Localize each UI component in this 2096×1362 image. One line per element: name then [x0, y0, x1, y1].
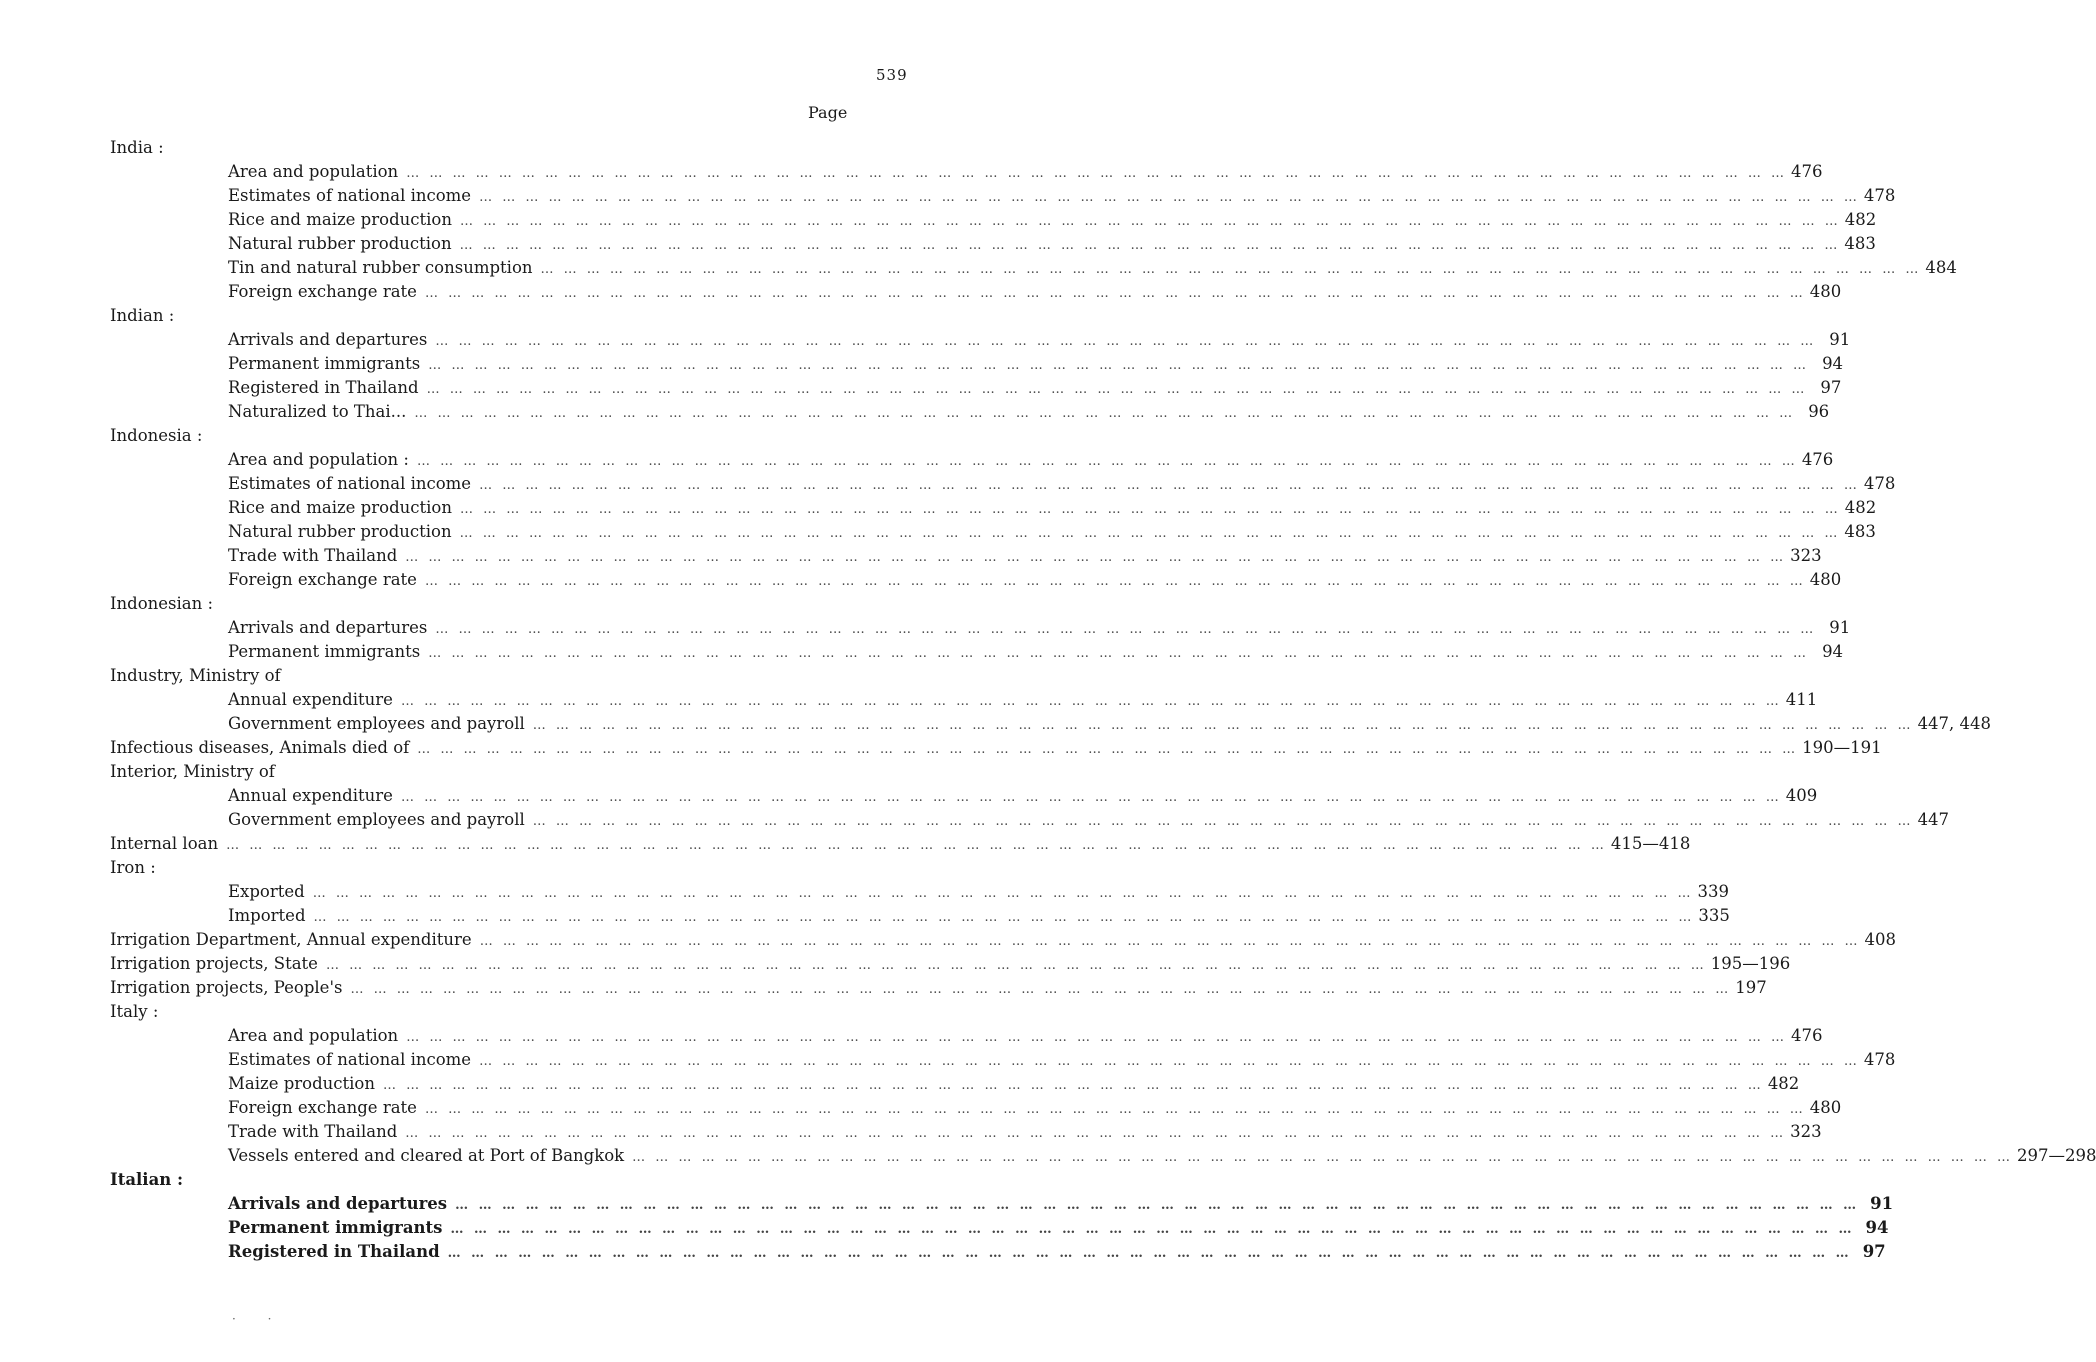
dot-leader: … … … … … … … … … … … … … … … … … … … … … … … … … … … … … … … … … … … … … … … … … … … … … … … … … … … … … … … … … … … …	[540, 262, 1922, 277]
dot-leader: … … … … … … … … … … … … … … … … … … … … … … … … … … … … … … … … … … … … … … … … … … … … … … … … … … … … … … … … … … … …	[435, 622, 1817, 637]
entry-label: Irrigation projects, People's	[110, 978, 343, 997]
index-section	[110, 856, 1730, 928]
entry-page-ref: 478	[1863, 1050, 1896, 1069]
entry-page-ref: 323	[1790, 546, 1822, 565]
index-subentry	[110, 808, 1950, 832]
entry-page-ref: 97	[1862, 1242, 1886, 1261]
entry-label: Trade with Thailand	[228, 546, 398, 565]
index-subentry	[110, 352, 1844, 376]
entry-page-ref: 478	[1863, 186, 1896, 205]
section-heading: Interior, Ministry of	[110, 762, 275, 781]
index-subentry	[110, 880, 1730, 904]
dot-leader: … … … … … … … … … … … … … … … … … … … … … … … … … … … … … … … … … … … … … … … … … … … … … … … … … … … … … … … … … … … …	[400, 790, 1782, 805]
entry-label: Permanent immigrants	[228, 642, 421, 661]
entry-page-ref: 480	[1809, 570, 1842, 589]
index-section	[110, 760, 1950, 832]
entry-page-ref: 91	[1829, 618, 1851, 637]
entry-page-ref: 94	[1822, 642, 1844, 661]
dot-leader: … … … … … … … … … … … … … … … … … … … … … … … … … … … … … … … … … … … … … … … … … … … … … … … … … … … … … … … … … … … …	[459, 238, 1841, 253]
entry-page-ref: 91	[1870, 1194, 1894, 1213]
index-section	[110, 832, 1691, 856]
entry-page-ref: 480	[1809, 1098, 1842, 1117]
dot-leader: … … … … … … … … … … … … … … … … … … … … … … … … … … … … … … … … … … … … … … … … … … … … … … … … … … … … … … … … … … … …	[435, 334, 1817, 349]
dot-leader: … … … … … … … … … … … … … … … … … … … … … … … … … … … … … … … … … … … … … … … … … … … … … … … … … … … … … … … … … … … …	[325, 958, 1707, 973]
entry-page-ref: 483	[1844, 234, 1876, 253]
entry-page-ref: 480	[1809, 282, 1842, 301]
dot-leader: … … … … … … … … … … … … … … … … … … … … … … … … … … … … … … … … … … … … … … … … … … … … … … … … … … … … … … … … … … … …	[428, 358, 1810, 373]
entry-page-ref: 195—196	[1710, 954, 1791, 973]
section-heading: Italy :	[110, 1002, 159, 1021]
entry-label: Annual expenditure	[228, 786, 393, 805]
index-subentry	[110, 520, 1876, 544]
entry-label: Registered in Thailand	[228, 1242, 440, 1261]
index-subentry	[110, 1096, 1842, 1120]
index-subentry	[110, 640, 1844, 664]
entry-label: Natural rubber production	[228, 234, 452, 253]
index-section	[110, 664, 1992, 736]
page-number: 539	[876, 66, 908, 84]
dot-leader: … … … … … … … … … … … … … … … … … … … … … … … … … … … … … … … … … … … … … … … … … … … … … … … … … … … … … … … … … … … …	[313, 910, 1695, 925]
entry-label: Area and population	[228, 162, 399, 181]
entry-page-ref: 447	[1917, 810, 1950, 829]
entry-label: Rice and maize production	[228, 498, 452, 517]
entry-page-ref: 91	[1829, 330, 1851, 349]
index-subentry	[110, 568, 1842, 592]
index-section	[110, 136, 1957, 304]
dot-leader: … … … … … … … … … … … … … … … … … … … … … … … … … … … … … … … … … … … … … … … … … … … … … … … … … … … … … … … … … … … …	[350, 982, 1732, 997]
entry-page-ref: 96	[1808, 402, 1830, 421]
index-subentry	[110, 1024, 1823, 1048]
entry-page-ref: 482	[1767, 1074, 1800, 1093]
dot-leader: … … … … … … … … … … … … … … … … … … … … … … … … … … … … … … … … … … … … … … … … … … … … … … … … … … … … … … … … … … … …	[424, 574, 1806, 589]
entry-label: Natural rubber production	[228, 522, 452, 541]
entry-label: Foreign exchange rate	[228, 570, 417, 589]
index-subentry	[110, 496, 1877, 520]
entry-page-ref: 482	[1844, 498, 1877, 517]
dot-leader: … … … … … … … … … … … … … … … … … … … … … … … … … … … … … … … … … … … … … … … … … … … … … … … … … … … … … … … … … … … …	[426, 382, 1808, 397]
entry-label: Arrivals and departures	[228, 330, 428, 349]
entry-page-ref: 339	[1697, 882, 1730, 901]
dot-leader: … … … … … … … … … … … … … … … … … … … … … … … … … … … … … … … … … … … … … … … … … … … … … … … … … … … … … … … … … … … …	[406, 1030, 1788, 1045]
section-heading: India :	[110, 138, 164, 157]
dot-leader: … … … … … … … … … … … … … … … … … … … … … … … … … … … … … … … … … … … … … … … … … … … … … … … … … … … … … … … … … … … …	[417, 454, 1798, 469]
dot-leader: … … … … … … … … … … … … … … … … … … … … … … … … … … … … … … … … … … … … … … … … … … … … … … … … … … … … … … … … … … … …	[405, 550, 1787, 565]
index-main-entry	[110, 736, 1882, 760]
entry-page-ref: 476	[1791, 162, 1823, 181]
dot-leader: … … … … … … … … … … … … … … … … … … … … … … … … … … … … … … … … … … … … … … … … … … … … … … … … … … … … … … … … … … … …	[479, 478, 1860, 493]
dot-leader: … … … … … … … … … … … … … … … … … … … … … … … … … … … … … … … … … … … … … … … … … … … … … … … … … … … … … … … … … … … …	[479, 190, 1860, 205]
index-main-entry	[110, 976, 1767, 1000]
entry-page-ref: 476	[1791, 1026, 1823, 1045]
page-column-label: Page	[808, 103, 848, 122]
entry-label: Foreign exchange rate	[228, 282, 417, 301]
index-section	[110, 1168, 1894, 1264]
entry-page-ref: 483	[1844, 522, 1876, 541]
index-subentry	[110, 328, 1851, 352]
index-subentry	[110, 688, 1818, 712]
dot-leader: … … … … … … … … … … … … … … … … … … … … … … … … … … … … … … … … … … … … … … … … … … … … … … … … … … … … … … … … … … … …	[459, 526, 1841, 541]
entry-label: Internal loan	[110, 834, 219, 853]
entry-label: Vessels entered and cleared at Port of Bangkok	[228, 1146, 625, 1165]
entry-page-ref: 478	[1863, 474, 1896, 493]
index-subentry	[110, 1072, 1800, 1096]
index-subentry	[110, 616, 1851, 640]
dot-leader: … … … … … … … … … … … … … … … … … … … … … … … … … … … … … … … … … … … … … … … … … … … … … … … … … … … … … … … … … … … …	[428, 646, 1810, 661]
index-section	[110, 928, 1896, 952]
entry-label: Estimates of national income	[228, 186, 472, 205]
index-subentry	[110, 160, 1823, 184]
index-subentry	[110, 280, 1842, 304]
entry-label: Permanent immigrants	[228, 1218, 443, 1237]
index-subentry	[110, 256, 1957, 280]
index-main-entry	[110, 952, 1791, 976]
entry-page-ref: 323	[1790, 1122, 1822, 1141]
dot-leader: … … … … … … … … … … … … … … … … … … … … … … … … … … … … … … … … … … … … … … … … … … … … … … … … … … … … … … … … … … … …	[414, 406, 1796, 421]
entry-page-ref: 335	[1698, 906, 1730, 925]
index-subentry	[110, 904, 1730, 928]
entry-page-ref: 415—418	[1610, 834, 1691, 853]
dot-leader: … … … … … … … … … … … … … … … … … … … … … … … … … … … … … … … … … … … … … … … … … … … … … … … … … … … … … … … … … … … …	[632, 1150, 2013, 1165]
section-heading: Italian :	[110, 1170, 184, 1189]
entry-label: Registered in Thailand	[228, 378, 419, 397]
index-main-entry	[110, 928, 1896, 952]
index-subentry	[110, 448, 1834, 472]
section-heading: Indonesian :	[110, 594, 214, 613]
index-subentry	[110, 1144, 2096, 1168]
dot-leader: … … … … … … … … … … … … … … … … … … … … … … … … … … … … … … … … … … … … … … … … … … … … … … … … … … … … … … … … … … … …	[312, 886, 1694, 901]
entry-page-ref: 484	[1925, 258, 1957, 277]
entry-page-ref: 408	[1864, 930, 1896, 949]
entry-page-ref: 190—191	[1802, 738, 1882, 757]
dot-leader: … … … … … … … … … … … … … … … … … … … … … … … … … … … … … … … … … … … … … … … … … … … … … … … … … … … … … … … … … … … …	[532, 814, 1914, 829]
entry-label: Government employees and payroll	[228, 714, 525, 733]
section-heading: Iron :	[110, 858, 156, 877]
index-subentry	[110, 208, 1877, 232]
entry-label: Area and population	[228, 1026, 399, 1045]
entry-label: Arrivals and departures	[228, 1194, 448, 1213]
index-subentry	[110, 784, 1818, 808]
index-main-entry	[110, 832, 1691, 856]
entry-page-ref: 197	[1735, 978, 1767, 997]
entry-label: Infectious diseases, Animals died of	[110, 738, 410, 757]
dot-leader: … … … … … … … … … … … … … … … … … … … … … … … … … … … … … … … … … … … … … … … … … … … … … … … … … … … … … … … … … … … …	[479, 934, 1861, 949]
index-subentry	[110, 232, 1876, 256]
entry-page-ref: 297—298	[2016, 1146, 2096, 1165]
dot-leader: … … … … … … … … … … … … … … … … … … … … … … … … … … … … … … … … … … … … … … … … … … … … … … … … … … … … … … … … … … … …	[226, 838, 1607, 853]
entry-label: Trade with Thailand	[228, 1122, 398, 1141]
section-heading: Indonesia :	[110, 426, 203, 445]
index-section	[110, 736, 1882, 760]
entry-label: Maize production	[228, 1074, 375, 1093]
index-subentry	[110, 1192, 1894, 1216]
section-heading: Indian :	[110, 306, 175, 325]
dot-leader: … … … … … … … … … … … … … … … … … … … … … … … … … … … … … … … … … … … … … … … … … … … … … … … … … … … … … … … … … … … …	[417, 742, 1799, 757]
index-subentry	[110, 1240, 1886, 1264]
index-subentry	[110, 1120, 1822, 1144]
index-section	[110, 424, 1896, 592]
index-subentry	[110, 472, 1896, 496]
index-subentry	[110, 1216, 1889, 1240]
entry-label: Irrigation projects, State	[110, 954, 318, 973]
entry-page-ref: 476	[1801, 450, 1834, 469]
dot-leader: … … … … … … … … … … … … … … … … … … … … … … … … … … … … … … … … … … … … … … … … … … … … … … … … … … … … … … … … … … … …	[383, 1078, 1764, 1093]
entry-label: Irrigation Department, Annual expenditure	[110, 930, 472, 949]
entry-label: Permanent immigrants	[228, 354, 421, 373]
index-section	[110, 304, 1851, 424]
entry-label: Arrivals and departures	[228, 618, 428, 637]
entry-label: Annual expenditure	[228, 690, 393, 709]
index-list	[110, 136, 2096, 1264]
entry-label: Naturalized to Thai...	[228, 402, 407, 421]
dot-leader: … … … … … … … … … … … … … … … … … … … … … … … … … … … … … … … … … … … … … … … … … … … … … … … … … … … … … … … … … … … …	[424, 286, 1806, 301]
entry-page-ref: 482	[1844, 210, 1877, 229]
entry-label: Government employees and payroll	[228, 810, 525, 829]
entry-page-ref: 94	[1865, 1218, 1889, 1237]
entry-label: Area and population :	[228, 450, 409, 469]
index-section	[110, 976, 1767, 1000]
entry-page-ref: 94	[1822, 354, 1844, 373]
dot-leader: … … … … … … … … … … … … … … … … … … … … … … … … … … … … … … … … … … … … … … … … … … … … … … … … … … … … … … … … … … … …	[447, 1246, 1852, 1261]
dot-leader: … … … … … … … … … … … … … … … … … … … … … … … … … … … … … … … … … … … … … … … … … … … … … … … … … … … … … … … … … … … …	[406, 166, 1788, 181]
dot-leader: … … … … … … … … … … … … … … … … … … … … … … … … … … … … … … … … … … … … … … … … … … … … … … … … … … … … … … … … … … … …	[459, 214, 1841, 229]
entry-label: Foreign exchange rate	[228, 1098, 417, 1117]
index-subentry	[110, 1048, 1896, 1072]
entry-page-ref: 447, 448	[1917, 714, 1992, 733]
index-subentry	[110, 400, 1830, 424]
dot-leader: … … … … … … … … … … … … … … … … … … … … … … … … … … … … … … … … … … … … … … … … … … … … … … … … … … … … … … … … … … … …	[424, 1102, 1806, 1117]
entry-label: Estimates of national income	[228, 474, 472, 493]
dot-leader: … … … … … … … … … … … … … … … … … … … … … … … … … … … … … … … … … … … … … … … … … … … … … … … … … … … … … … … … … … … …	[459, 502, 1841, 517]
entry-label: Exported	[228, 882, 305, 901]
index-section	[110, 1000, 2096, 1168]
index-subentry	[110, 184, 1896, 208]
dot-leader: … … … … … … … … … … … … … … … … … … … … … … … … … … … … … … … … … … … … … … … … … … … … … … … … … … … … … … … … … … … …	[479, 1054, 1860, 1069]
index-subentry	[110, 544, 1822, 568]
entry-label: Imported	[228, 906, 306, 925]
index-subentry	[110, 376, 1842, 400]
dot-leader: … … … … … … … … … … … … … … … … … … … … … … … … … … … … … … … … … … … … … … … … … … … … … … … … … … … … … … … … … … … …	[450, 1222, 1855, 1237]
entry-page-ref: 411	[1785, 690, 1818, 709]
entry-label: Tin and natural rubber consumption	[228, 258, 533, 277]
entry-page-ref: 409	[1785, 786, 1818, 805]
entry-label: Rice and maize production	[228, 210, 452, 229]
index-section	[110, 592, 1851, 664]
dot-leader: … … … … … … … … … … … … … … … … … … … … … … … … … … … … … … … … … … … … … … … … … … … … … … … … … … … … … … … … … … … …	[400, 694, 1782, 709]
entry-page-ref: 97	[1820, 378, 1842, 397]
scan-specks: · ·	[232, 1312, 286, 1326]
index-section	[110, 952, 1791, 976]
dot-leader: … … … … … … … … … … … … … … … … … … … … … … … … … … … … … … … … … … … … … … … … … … … … … … … … … … … … … … … … … … … …	[455, 1198, 1860, 1213]
dot-leader: … … … … … … … … … … … … … … … … … … … … … … … … … … … … … … … … … … … … … … … … … … … … … … … … … … … … … … … … … … … …	[405, 1126, 1787, 1141]
entry-label: Estimates of national income	[228, 1050, 472, 1069]
index-subentry	[110, 712, 1992, 736]
dot-leader: … … … … … … … … … … … … … … … … … … … … … … … … … … … … … … … … … … … … … … … … … … … … … … … … … … … … … … … … … … … …	[532, 718, 1914, 733]
section-heading: Industry, Ministry of	[110, 666, 281, 685]
